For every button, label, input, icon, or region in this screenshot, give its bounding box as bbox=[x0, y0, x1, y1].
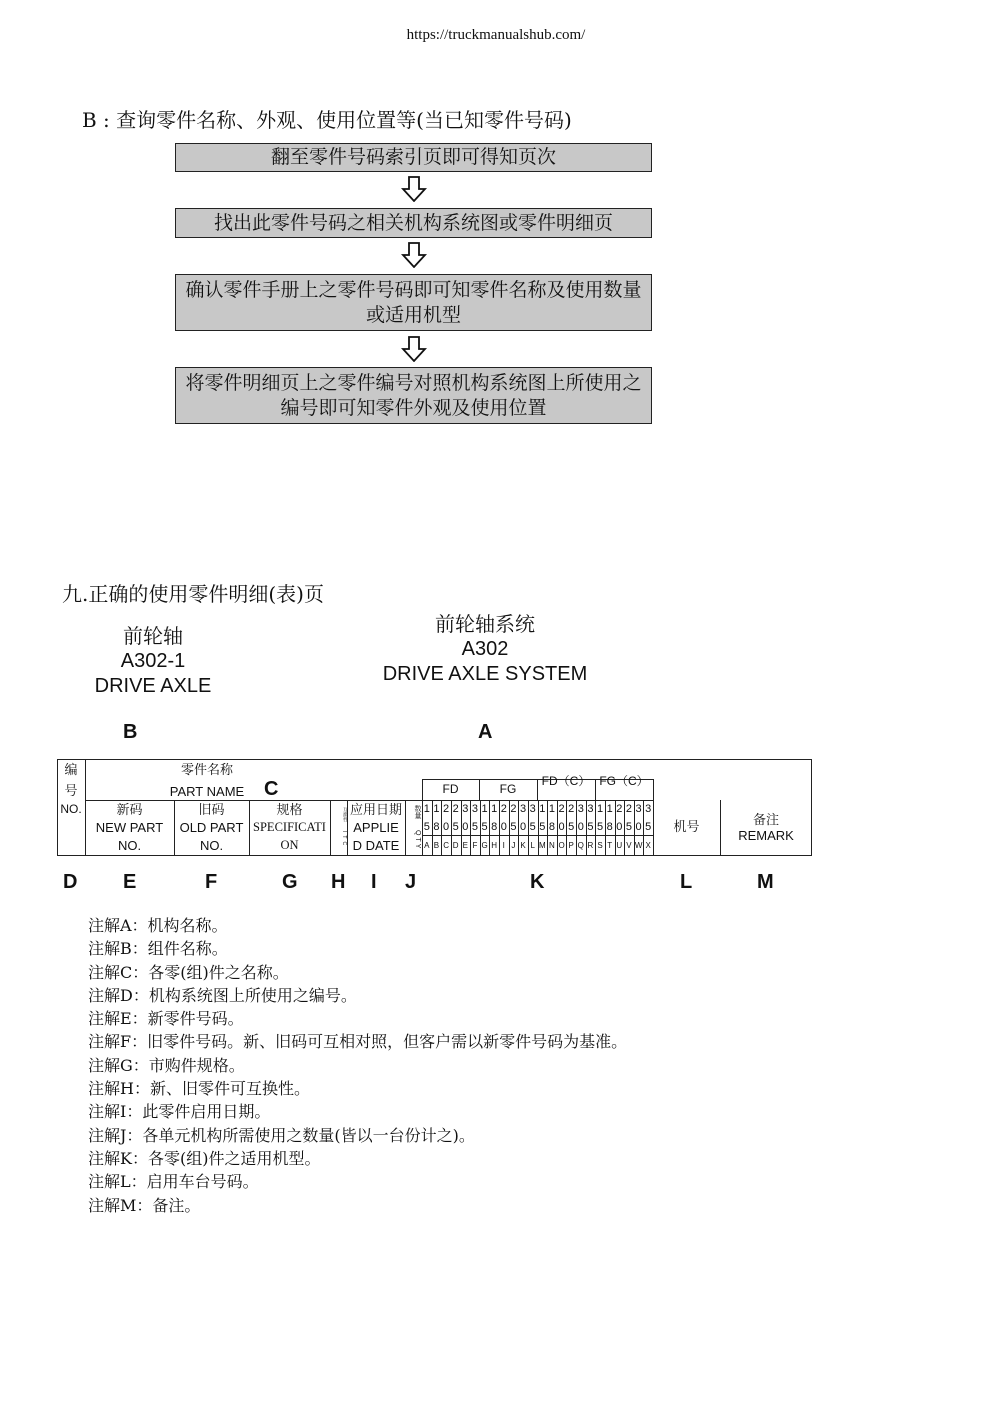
label-k: K bbox=[530, 871, 545, 893]
new-part-cn: 新码 bbox=[116, 802, 143, 817]
itc-en: ITC bbox=[341, 831, 347, 849]
model-mid-digit: 5 bbox=[510, 821, 517, 833]
model-mid-digit: 5 bbox=[587, 821, 594, 833]
label-b: B bbox=[123, 721, 138, 743]
note-l: 注解L：启用车台号码。 bbox=[88, 1172, 259, 1192]
assembly-code: A302-1 bbox=[120, 650, 186, 672]
model-group-fd-c: FD（C） bbox=[541, 774, 591, 788]
label-d: D bbox=[63, 871, 78, 893]
model-letter: D bbox=[452, 841, 459, 850]
model-mid-digit: 5 bbox=[481, 821, 488, 833]
model-mid-digit: 0 bbox=[443, 821, 450, 833]
model-group-fg: FG bbox=[499, 782, 517, 796]
model-mid-digit: 5 bbox=[423, 821, 430, 833]
model-mid-digit: 0 bbox=[577, 821, 584, 833]
itc-cn: 互换性 bbox=[342, 806, 347, 822]
model-top-digit: 2 bbox=[452, 803, 459, 815]
model-mid-digit: 8 bbox=[491, 821, 498, 833]
model-letter: W bbox=[634, 841, 643, 850]
model-top-digit: 3 bbox=[635, 803, 642, 815]
flow-step-1 bbox=[175, 143, 652, 172]
applied-date-cn: 应用日期 bbox=[349, 802, 402, 817]
flow-step-4-text: 将零件明细页上之零件编号对照机构系统图上所使用之编号即可知零件外观及使用位置 bbox=[185, 371, 642, 419]
model-mid-digit: 5 bbox=[539, 821, 546, 833]
model-top-digit: 3 bbox=[529, 803, 536, 815]
down-arrow-icon bbox=[401, 176, 427, 202]
model-mid-digit: 8 bbox=[433, 821, 440, 833]
note-g: 注解G：市购件规格。 bbox=[88, 1055, 245, 1075]
note-e: 注解E：新零件号码。 bbox=[88, 1009, 244, 1029]
note-m: 注解M：备注。 bbox=[88, 1195, 201, 1215]
label-c: C bbox=[264, 778, 279, 800]
model-letter: L bbox=[530, 841, 535, 850]
model-letter: K bbox=[520, 841, 526, 850]
note-h: 注解H：新、旧零件可互换性。 bbox=[88, 1079, 310, 1099]
model-letter: E bbox=[462, 841, 468, 850]
model-mid-digit: 5 bbox=[645, 821, 652, 833]
flow-step-3 bbox=[175, 274, 652, 331]
part-name-en: PART NAME bbox=[169, 784, 245, 799]
model-top-digit: 1 bbox=[606, 803, 613, 815]
note-f: 注解F：旧零件号码。新、旧码可互相对照，但客户需以新零件号码为基准。 bbox=[88, 1032, 628, 1052]
model-top-digit: 2 bbox=[616, 803, 623, 815]
down-arrow-icon bbox=[401, 242, 427, 268]
model-letter: U bbox=[616, 841, 623, 850]
label-i: I bbox=[371, 871, 377, 893]
flow-step-2 bbox=[175, 208, 652, 238]
model-mid-digit: 5 bbox=[452, 821, 459, 833]
machine-no: 机号 bbox=[673, 819, 700, 834]
model-group-fd: FD bbox=[442, 782, 459, 796]
model-letter: Q bbox=[577, 841, 584, 850]
model-top-digit: 2 bbox=[510, 803, 517, 815]
model-letter: H bbox=[491, 841, 498, 850]
model-top-digit: 1 bbox=[433, 803, 440, 815]
notes-list bbox=[88, 914, 627, 1217]
model-letter: O bbox=[558, 841, 565, 850]
flow-step-3-text: 确认零件手册上之零件号码即可知零件名称及使用数量或适用机型 bbox=[185, 278, 642, 326]
note-i: 注解I：此零件启用日期。 bbox=[88, 1102, 271, 1122]
model-letter: F bbox=[472, 841, 478, 850]
model-top-digit: 1 bbox=[539, 803, 546, 815]
label-a: A bbox=[478, 721, 493, 743]
source-url: https://truckmanualshub.com/ bbox=[406, 27, 586, 43]
old-part-cn: 旧码 bbox=[198, 802, 225, 817]
model-letter: G bbox=[481, 841, 488, 850]
remark-cn: 备注 bbox=[752, 812, 779, 827]
model-letter: J bbox=[511, 841, 516, 850]
model-top-digit: 1 bbox=[423, 803, 430, 815]
model-mid-digit: 5 bbox=[471, 821, 478, 833]
system-code: A302 bbox=[461, 638, 509, 660]
model-mid-digit: 5 bbox=[625, 821, 632, 833]
note-k: 注解K：各零(组)件之适用机型。 bbox=[88, 1148, 321, 1168]
down-arrow-icon bbox=[401, 336, 427, 362]
model-top-digit: 2 bbox=[558, 803, 565, 815]
system-title-en: DRIVE AXLE SYSTEM bbox=[382, 663, 588, 685]
label-g: G bbox=[282, 871, 298, 893]
model-top-digit: 3 bbox=[462, 803, 469, 815]
no-en: NO. bbox=[60, 802, 82, 816]
spec-cn: 规格 bbox=[276, 802, 303, 817]
section-b-heading: B : 查询零件名称、外观、使用位置等(当已知零件号码) bbox=[82, 108, 572, 132]
model-mid-digit: 0 bbox=[616, 821, 623, 833]
model-mid-digit: 0 bbox=[520, 821, 527, 833]
system-title-cn: 前轮轴系统 bbox=[435, 612, 535, 636]
note-a: 注解A：机构名称。 bbox=[88, 916, 228, 935]
model-top-digit: 2 bbox=[443, 803, 450, 815]
model-top-digit: 3 bbox=[645, 803, 652, 815]
applied-date-en-1: APPLIE bbox=[353, 820, 399, 835]
qty-en: QTY bbox=[414, 829, 421, 851]
model-mid-digit: 0 bbox=[635, 821, 642, 833]
model-letter: R bbox=[587, 841, 594, 850]
spec-en-1: SPECIFICATI bbox=[253, 820, 326, 834]
new-part-en-2: NO. bbox=[117, 838, 142, 853]
model-letter: S bbox=[597, 841, 603, 850]
assembly-title bbox=[82, 624, 224, 699]
model-top-digit: 1 bbox=[491, 803, 498, 815]
model-letter: C bbox=[443, 841, 449, 850]
model-mid-digit: 0 bbox=[462, 821, 469, 833]
note-d: 注解D：机构系统图上所使用之编号。 bbox=[88, 985, 357, 1005]
label-e: E bbox=[123, 871, 137, 893]
model-letter: A bbox=[424, 841, 430, 850]
model-letter: X bbox=[645, 841, 651, 850]
new-part-en-1: NEW PART bbox=[95, 820, 164, 835]
model-mid-digit: 0 bbox=[500, 821, 507, 833]
system-title bbox=[360, 612, 610, 687]
model-top-digit: 1 bbox=[597, 803, 604, 815]
old-part-en-1: OLD PART bbox=[179, 820, 244, 835]
model-letter: M bbox=[538, 841, 546, 850]
model-mid-digit: 5 bbox=[529, 821, 536, 833]
model-letter: I bbox=[502, 841, 505, 850]
model-top-digit: 3 bbox=[520, 803, 527, 815]
model-top-digit: 3 bbox=[577, 803, 584, 815]
model-letter: B bbox=[433, 841, 440, 850]
section-9-heading: 九.正确的使用零件明细(表)页 bbox=[62, 582, 324, 606]
label-l: L bbox=[680, 871, 693, 893]
old-part-en-2: NO. bbox=[199, 838, 224, 853]
model-top-digit: 2 bbox=[568, 803, 575, 815]
flow-step-4 bbox=[175, 367, 652, 424]
flow-step-2-text: 找出此零件号码之相关机构系统图或零件明细页 bbox=[213, 211, 613, 234]
model-letter: V bbox=[626, 841, 632, 850]
note-c: 注解C：各零(组)件之名称。 bbox=[88, 962, 289, 982]
applied-date-en-2: D DATE bbox=[352, 838, 400, 853]
model-mid-digit: 5 bbox=[597, 821, 604, 833]
model-top-digit: 3 bbox=[587, 803, 594, 815]
assembly-title-en: DRIVE AXLE bbox=[94, 675, 212, 697]
label-f: F bbox=[205, 871, 218, 893]
part-name-cn: 零件名称 bbox=[180, 762, 233, 777]
label-h: H bbox=[331, 871, 346, 893]
model-mid-digit: 0 bbox=[558, 821, 565, 833]
model-mid-digit: 8 bbox=[548, 821, 555, 833]
label-j: J bbox=[405, 871, 417, 893]
model-top-digit: 2 bbox=[625, 803, 632, 815]
model-group-fg-c: FG（C） bbox=[599, 774, 649, 788]
model-mid-digit: 8 bbox=[606, 821, 613, 833]
flow-step-1-text: 翻至零件号码索引页即可得知页次 bbox=[270, 146, 556, 168]
model-top-digit: 3 bbox=[471, 803, 478, 815]
no-cn-1: 编 bbox=[64, 762, 78, 777]
model-mid-digit: 5 bbox=[568, 821, 575, 833]
remark-en: REMARK bbox=[738, 828, 794, 843]
note-b: 注解B：组件名称。 bbox=[88, 939, 228, 959]
model-letter: N bbox=[549, 841, 555, 850]
model-letter: T bbox=[607, 841, 613, 850]
model-top-digit: 1 bbox=[548, 803, 555, 815]
note-j: 注解J：各单元机构所需使用之数量(皆以一台份计之)。 bbox=[88, 1125, 475, 1145]
parts-list-table bbox=[57, 759, 812, 856]
qty-cn: 数量 bbox=[414, 805, 422, 819]
model-top-digit: 2 bbox=[500, 803, 507, 815]
no-cn-2: 号 bbox=[64, 783, 78, 798]
model-letter: P bbox=[568, 841, 574, 850]
spec-en-2: ON bbox=[280, 838, 299, 852]
assembly-title-cn: 前轮轴 bbox=[123, 624, 183, 648]
model-top-digit: 1 bbox=[481, 803, 488, 815]
label-m: M bbox=[757, 871, 774, 893]
